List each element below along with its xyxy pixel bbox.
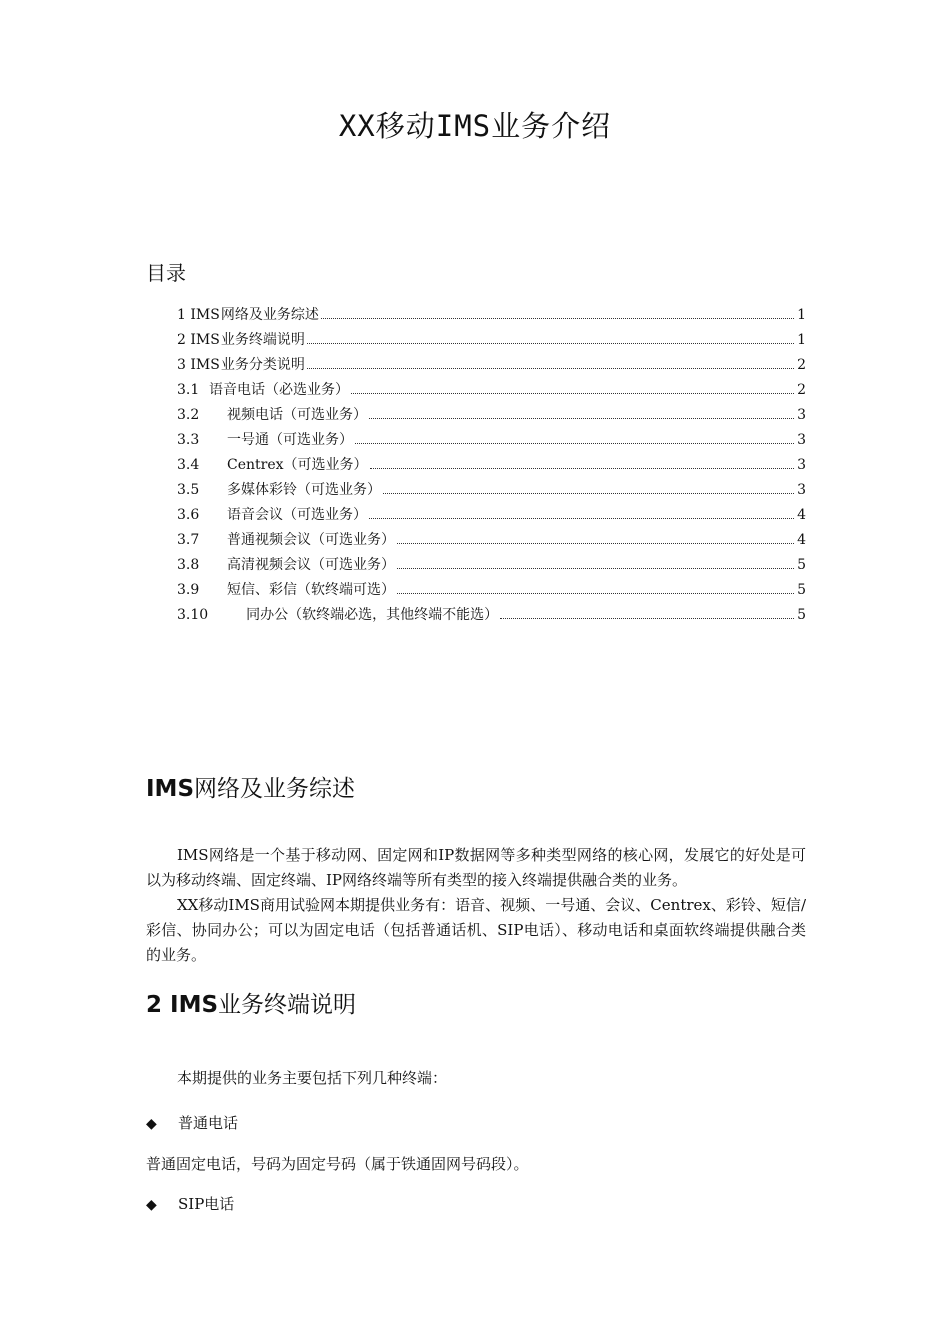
toc-entry-number: 3.9 <box>177 582 200 598</box>
toc-entry-title: Centrex（可选业务） <box>227 457 368 473</box>
toc-entry-number: 3.3 <box>177 432 200 448</box>
toc-dot-leader <box>355 443 794 444</box>
toc-entry[interactable] <box>177 503 806 528</box>
toc-entry[interactable] <box>177 603 806 628</box>
section-2-heading-text: 业务终端说明 <box>218 992 357 1018</box>
toc-dot-leader <box>307 343 794 344</box>
toc-entry-title: 一号通（可选业务） <box>227 432 353 448</box>
toc-entry-page: 5 <box>797 607 806 623</box>
toc-entry-page: 3 <box>797 482 806 498</box>
toc-entry-number: 3.4 <box>177 457 200 473</box>
toc-entry-title: 视频电话（可选业务） <box>227 407 367 423</box>
toc-entry-page: 5 <box>797 582 806 598</box>
toc-entry[interactable] <box>177 453 806 478</box>
toc-entry-page: 1 <box>797 307 806 323</box>
toc-dot-leader <box>351 393 794 394</box>
toc-dot-leader <box>369 518 794 519</box>
toc-entry-title: 语音电话（必选业务） <box>209 382 349 398</box>
document-title: XX移动IMS业务介绍 <box>338 109 612 143</box>
toc-entry-number: 3.8 <box>177 557 200 573</box>
toc-entry-number: 3 IMS <box>177 357 220 373</box>
section-2-heading <box>146 988 356 1022</box>
toc-entry[interactable] <box>177 578 806 603</box>
toc-entry[interactable] <box>177 553 806 578</box>
toc-entry-title: 同办公（软终端必选，其他终端不能选） <box>246 607 499 623</box>
bullet-label: 普通电话 <box>178 1114 239 1132</box>
section-1-heading <box>146 772 355 806</box>
diamond-bullet-icon: ◆ <box>146 1197 157 1213</box>
section-1-paragraph-1: IMS网络是一个基于移动网、固定网和IP数据网等多种类型网络的核心网，发展它的好处是可以为移动终端、固定终端、IP网络终端等所有类型的接入终端提供融合类的业务。 <box>146 846 806 889</box>
toc-entry[interactable] <box>177 428 806 453</box>
toc-entry[interactable] <box>177 403 806 428</box>
toc-entry-page: 1 <box>797 332 806 348</box>
section-1-paragraph-2: XX移动IMS商用试验网本期提供业务有：语音、视频、一号通、会议、Centrex、彩铃、短信/彩信、协同办公；可以为固定电话（包括普通话机、SIP电话）、移动电话和桌面软终端提供融合类的业务。 <box>146 896 806 964</box>
toc-entry-page: 4 <box>797 507 806 523</box>
toc-entry-number: 3.6 <box>177 507 200 523</box>
toc-entry-page: 2 <box>797 382 806 398</box>
toc-entry[interactable] <box>177 328 806 353</box>
bullet-item-ordinary-phone <box>146 1111 238 1137</box>
toc-entry-number: 2 IMS <box>177 332 220 348</box>
toc-entry-number: 3.1 <box>177 382 200 398</box>
toc-entry[interactable] <box>177 353 806 378</box>
section-1-heading-text: 网络及业务综述 <box>194 776 356 802</box>
toc-entry-title: 语音会议（可选业务） <box>227 507 367 523</box>
toc-dot-leader <box>321 318 794 319</box>
toc-entry-title: 网络及业务综述 <box>220 307 319 323</box>
toc-dot-leader <box>397 543 794 544</box>
toc-entry[interactable] <box>177 528 806 553</box>
toc-entry-title: 普通视频会议（可选业务） <box>227 532 395 548</box>
section-1-heading-latin: IMS <box>146 776 195 802</box>
toc-dot-leader <box>307 368 794 369</box>
toc-entry-page: 5 <box>797 557 806 573</box>
toc-entry[interactable] <box>177 303 806 328</box>
bullet-label: SIP电话 <box>178 1195 235 1213</box>
toc-entry-title: 高清视频会议（可选业务） <box>227 557 395 573</box>
toc-entry-page: 2 <box>797 357 806 373</box>
section-2-intro: 本期提供的业务主要包括下列几种终端： <box>177 1069 448 1087</box>
toc-dot-leader <box>370 468 795 469</box>
toc-entry-title: 业务分类说明 <box>220 357 305 373</box>
toc-entry-title: 业务终端说明 <box>220 332 305 348</box>
toc-entry-page: 3 <box>797 407 806 423</box>
table-of-contents <box>177 303 806 628</box>
toc-entry-page: 4 <box>797 532 806 548</box>
toc-dot-leader <box>397 568 794 569</box>
bullet-item-sip-phone <box>146 1192 234 1218</box>
toc-entry-number: 3.7 <box>177 532 200 548</box>
toc-dot-leader <box>500 618 794 619</box>
toc-entry-number: 1 IMS <box>177 307 220 323</box>
ordinary-phone-description: 普通固定电话，号码为固定号码（属于铁通固网号码段）。 <box>146 1155 529 1173</box>
toc-entry-title: 短信、彩信（软终端可选） <box>227 582 395 598</box>
section-2-heading-latin: 2 IMS <box>146 992 219 1018</box>
toc-entry-number: 3.10 <box>177 607 209 623</box>
toc-dot-leader <box>397 593 794 594</box>
toc-entry-page: 3 <box>797 432 806 448</box>
toc-dot-leader <box>369 418 794 419</box>
toc-entry-number: 3.2 <box>177 407 200 423</box>
diamond-bullet-icon: ◆ <box>146 1116 157 1132</box>
toc-heading: 目录 <box>146 261 186 285</box>
toc-entry-title: 多媒体彩铃（可选业务） <box>227 482 381 498</box>
toc-dot-leader <box>383 493 794 494</box>
toc-entry-page: 3 <box>797 457 806 473</box>
toc-entry-number: 3.5 <box>177 482 200 498</box>
toc-entry[interactable] <box>177 478 806 503</box>
toc-entry[interactable] <box>177 378 806 403</box>
